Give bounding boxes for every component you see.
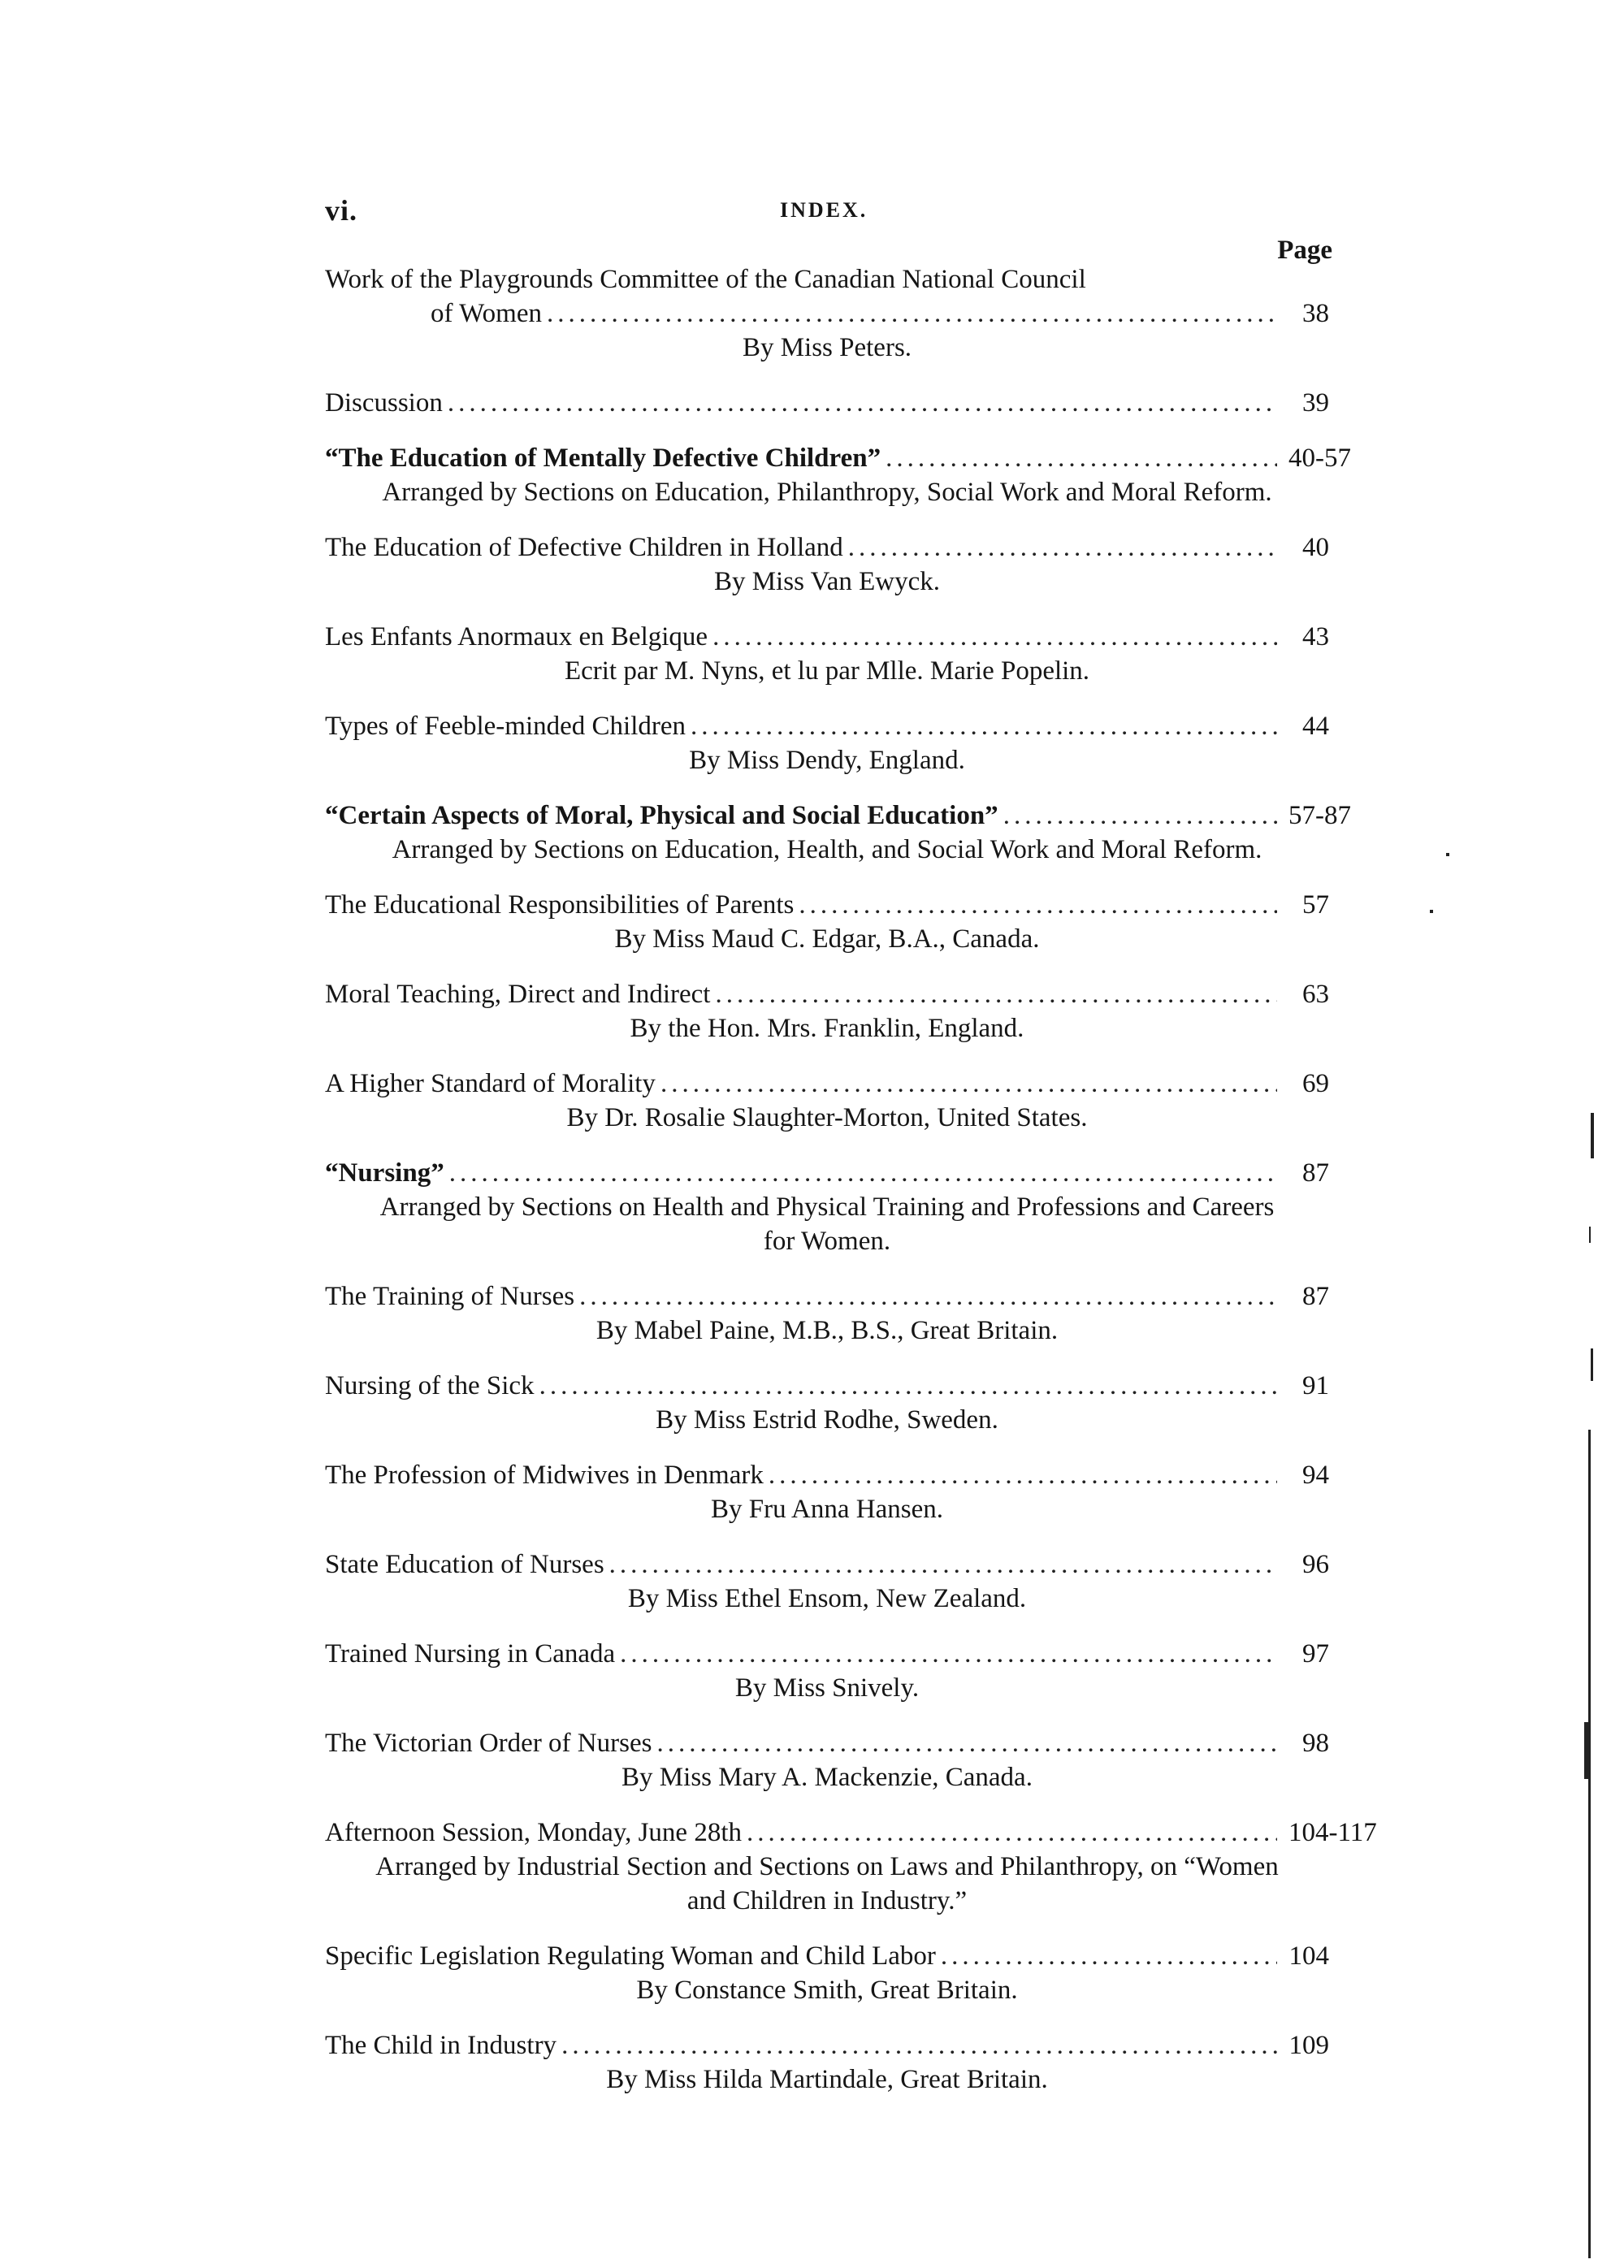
entry-page: 94	[1302, 1461, 1329, 1490]
dot-leader	[620, 1637, 1277, 1671]
entry-title: State Education of Nurses	[325, 1550, 604, 1579]
entry-note: Arranged by Sections on Health and Physical Training and Professions and Careers for Women.	[379, 1192, 1275, 1256]
dot-leader	[547, 296, 1277, 331]
entry-title: Afternoon Session, Monday, June 28th	[325, 1818, 742, 1847]
index-entries	[325, 262, 1377, 2118]
page-header	[325, 193, 1332, 226]
entry-title: A Higher Standard of Morality	[325, 1069, 656, 1098]
dot-leader	[886, 441, 1277, 475]
index-entry	[325, 1458, 1329, 1526]
entry-title: “Certain Aspects of Moral, Physical and Social Education”	[325, 801, 998, 830]
scan-edge-mark	[1591, 1113, 1594, 1158]
index-entry	[325, 1067, 1329, 1135]
index-section-entry	[325, 1156, 1329, 1258]
entry-title: Moral Teaching, Direct and Indirect	[325, 980, 711, 1009]
entry-title: “Nursing”	[325, 1158, 444, 1188]
dot-leader	[769, 1458, 1277, 1492]
entry-title-first-line: Work of the Playgrounds Committee of the Canadian National Council	[325, 265, 1086, 294]
entry-author: Ecrit par M. Nyns, et lu par Mlle. Marie Popelin.	[564, 656, 1090, 686]
entry-author: By Fru Anna Hansen.	[711, 1495, 943, 1524]
index-entry	[325, 530, 1329, 599]
entry-page: 96	[1302, 1550, 1329, 1579]
index-entry	[325, 1637, 1329, 1705]
dot-leader	[712, 620, 1277, 654]
entry-note: Arranged by Sections on Education, Philanthropy, Social Work and Moral Reform.	[382, 478, 1272, 507]
dot-leader	[1003, 799, 1277, 833]
dot-leader	[579, 1279, 1277, 1314]
dot-leader	[449, 1156, 1277, 1190]
entry-author: By Miss Estrid Rodhe, Sweden.	[656, 1405, 998, 1435]
entry-note: Arranged by Industrial Section and Sections on Laws and Philanthropy, on “Women and Children in Industry.”	[375, 1852, 1279, 1915]
scan-edge-mark	[1584, 1722, 1591, 1779]
dot-leader	[609, 1547, 1277, 1582]
scan-edge-mark	[1446, 853, 1449, 856]
entry-author: By Miss Mary A. Mackenzie, Canada.	[621, 1763, 1033, 1792]
entry-title: The Victorian Order of Nurses	[325, 1729, 652, 1758]
entry-author: By Constance Smith, Great Britain.	[636, 1976, 1018, 2005]
dot-leader	[660, 1067, 1277, 1101]
dot-leader	[799, 888, 1277, 922]
index-section-entry	[325, 441, 1351, 509]
entry-title: Les Enfants Anormaux en Belgique	[325, 622, 708, 651]
entry-page: 44	[1302, 712, 1329, 741]
entry-page: 98	[1302, 1729, 1329, 1758]
entry-title: Discussion	[325, 388, 443, 418]
entry-author: By the Hon. Mrs. Franklin, England.	[630, 1014, 1024, 1043]
index-entry	[325, 1279, 1329, 1348]
entry-page: 57	[1302, 890, 1329, 920]
index-entry	[325, 888, 1329, 956]
index-entry	[325, 620, 1329, 688]
entry-title: Types of Feeble-minded Children	[325, 712, 686, 741]
entry-page: 63	[1302, 980, 1329, 1009]
index-entry	[325, 977, 1329, 1045]
entry-page: 69	[1302, 1069, 1329, 1098]
entry-title: The Educational Responsibilities of Parents	[325, 890, 795, 920]
entry-page: 104	[1288, 1941, 1329, 1971]
entry-title: “The Education of Mentally Defective Children”	[325, 444, 881, 473]
index-entry	[325, 1547, 1329, 1616]
index-entry	[325, 1816, 1377, 1918]
entry-page: 40	[1302, 533, 1329, 562]
entry-page: 57-87	[1288, 801, 1351, 830]
dot-leader	[941, 1939, 1277, 1973]
entry-title: The Profession of Midwives in Denmark	[325, 1461, 764, 1490]
dot-leader	[747, 1816, 1277, 1850]
dot-leader	[715, 977, 1277, 1011]
scan-edge-mark	[1430, 910, 1433, 913]
entry-author: By Miss Peters.	[742, 333, 912, 362]
index-section-entry	[325, 799, 1351, 867]
index-entry	[325, 386, 1329, 420]
entry-title: Specific Legislation Regulating Woman and Child Labor	[325, 1941, 936, 1971]
entry-page: 91	[1302, 1371, 1329, 1400]
index-entry	[325, 1939, 1329, 2007]
entry-note: Arranged by Sections on Education, Health, and Social Work and Moral Reform.	[392, 835, 1262, 864]
dot-leader	[656, 1726, 1277, 1760]
scan-edge-mark	[1588, 1430, 1591, 2258]
entry-author: By Dr. Rosalie Slaughter-Morton, United States.	[566, 1103, 1088, 1132]
index-entry	[325, 2028, 1329, 2097]
scan-edge-mark	[1589, 1227, 1591, 1243]
entry-author: By Miss Ethel Ensom, New Zealand.	[627, 1584, 1027, 1613]
entry-page: 40-57	[1288, 444, 1351, 473]
dot-leader	[448, 386, 1277, 420]
index-entry	[325, 709, 1329, 777]
dot-leader	[539, 1369, 1277, 1403]
dot-leader	[848, 530, 1277, 565]
entry-title: Nursing of the Sick	[325, 1371, 535, 1400]
entry-title: The Education of Defective Children in Holland	[325, 533, 843, 562]
entry-author: By Mabel Paine, M.B., B.S., Great Britain.	[595, 1316, 1059, 1345]
entry-page: 109	[1288, 2031, 1329, 2060]
page-column-label: Page	[1277, 236, 1332, 265]
entry-title: of Women	[431, 299, 542, 328]
entry-title: Trained Nursing in Canada	[325, 1639, 616, 1669]
entry-page: 87	[1302, 1158, 1329, 1188]
index-entry	[325, 1726, 1329, 1794]
entry-page: 97	[1302, 1639, 1329, 1669]
scan-edge-mark	[1591, 1348, 1593, 1381]
entry-page: 39	[1302, 388, 1329, 418]
entry-page: 104-117	[1288, 1818, 1377, 1847]
running-head: INDEX.	[780, 198, 868, 222]
entry-author: By Miss Dendy, England.	[689, 746, 965, 775]
page-number: vi.	[325, 194, 358, 227]
entry-author: By Miss Snively.	[734, 1673, 920, 1703]
index-entry	[325, 1369, 1329, 1437]
index-entry	[325, 262, 1329, 365]
entry-author: By Miss Van Ewyck.	[713, 567, 941, 596]
dot-leader	[561, 2028, 1277, 2062]
entry-page: 38	[1302, 299, 1329, 328]
entry-author: By Miss Maud C. Edgar, B.A., Canada.	[614, 924, 1040, 954]
entry-page: 43	[1302, 622, 1329, 651]
entry-title: The Training of Nurses	[325, 1282, 575, 1311]
entry-author: By Miss Hilda Martindale, Great Britain.	[606, 2065, 1048, 2094]
entry-page: 87	[1302, 1282, 1329, 1311]
dot-leader	[691, 709, 1277, 743]
entry-title: The Child in Industry	[325, 2031, 557, 2060]
